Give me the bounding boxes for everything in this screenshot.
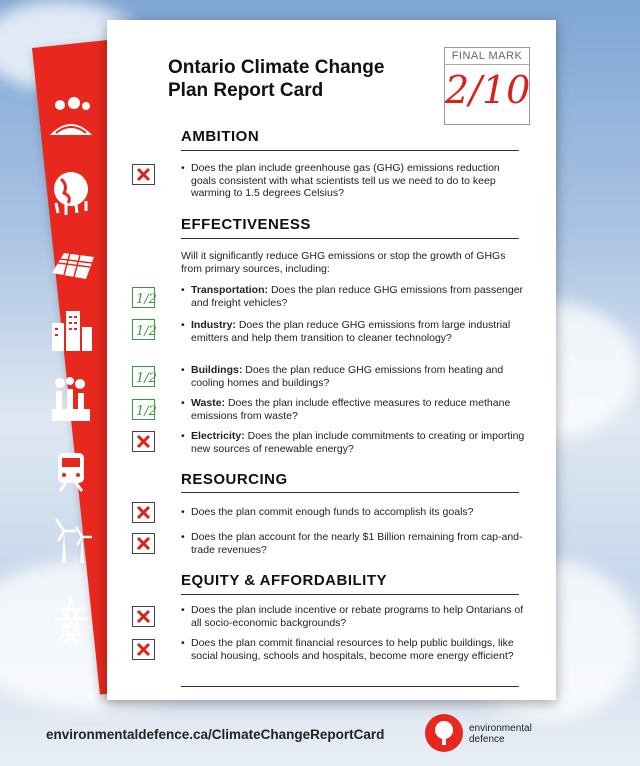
title-line-1: Ontario Climate Change — [168, 57, 385, 78]
criterion-text: Does the plan include greenhouse gas (GHG) emissions reduction goals consistent with what scientists tell us we need to do to keep warming to 1.5 degrees Celsius? — [191, 162, 500, 199]
grade-half-box — [132, 319, 155, 340]
logo-line-2: defence — [469, 734, 505, 745]
criterion-text: Does the plan reduce GHG emissions from large industrial emitters and help them transition to cleaner technology? — [191, 319, 511, 344]
criterion-text: Does the plan commit financial resources to help public buildings, like social housing, schools and hospitals, become more energy efficient? — [191, 637, 514, 662]
grade-x-box — [132, 533, 155, 554]
criterion-text: Does the plan account for the nearly $1 Billion remaining from cap-and-trade revenues? — [191, 531, 523, 556]
criterion-text: Does the plan commit enough funds to accomplish its goals? — [191, 506, 474, 518]
svg-text:1/2: 1/2 — [136, 371, 157, 386]
svg-text:1/2: 1/2 — [136, 292, 157, 307]
globe-icon — [46, 167, 96, 217]
criterion-text: Does the plan include effective measures to reduce methane emissions from waste? — [191, 397, 511, 422]
criterion-item: • Does the plan commit enough funds to accomplish its goals? — [181, 506, 526, 519]
criterion-text: Does the plan reduce GHG emissions from passenger and freight vehicles? — [191, 284, 524, 309]
train-icon — [46, 445, 96, 495]
power-pylon-icon — [46, 595, 96, 645]
criterion-label: Electricity: — [191, 430, 245, 442]
section-divider — [181, 238, 519, 239]
criterion-item: • Waste: Does the plan include effective measures to reduce methane emissions from waste? — [181, 397, 511, 422]
criterion-item: • Does the plan commit financial resources to help public buildings, like social housing, schools and hospitals, become more energy efficient? — [181, 637, 526, 662]
criterion-text: Does the plan include commitments to creating or importing new sources of renewable energy? — [191, 430, 525, 455]
grade-x-box — [132, 606, 155, 627]
section-heading-equity: EQUITY & AFFORDABILITY — [181, 572, 387, 589]
report-card-paper — [107, 20, 556, 700]
grade-x-box — [132, 164, 155, 185]
solar-panel-icon — [46, 235, 96, 285]
grade-half-box — [132, 399, 155, 420]
wind-turbine-icon — [46, 515, 96, 565]
grade-x-box — [132, 431, 155, 452]
logo-wordmark — [469, 723, 532, 745]
svg-text:1/2: 1/2 — [136, 404, 157, 419]
city-buildings-icon — [46, 305, 96, 355]
grade-half-box — [132, 287, 155, 308]
bottom-divider — [181, 686, 519, 687]
criterion-item: • Buildings: Does the plan reduce GHG emissions from heating and cooling homes and buildings? — [181, 364, 504, 389]
footer-url-link[interactable]: environmentaldefence.ca/ClimateChangeReportCard — [46, 727, 385, 742]
grade-x-box — [132, 502, 155, 523]
criterion-text: Does the plan reduce GHG emissions from heating and cooling homes and buildings? — [191, 364, 504, 389]
environmental-defence-logo — [425, 714, 463, 752]
final-mark-box — [444, 47, 530, 125]
grade-half-box — [132, 366, 155, 387]
section-intro: Will it significantly reduce GHG emissions or stop the growth of GHGs from primary sources, including: — [181, 250, 506, 275]
section-heading-ambition: AMBITION — [181, 128, 260, 145]
grade-x-box — [132, 639, 155, 660]
farm-icon — [46, 95, 96, 145]
criterion-item: • Does the plan account for the nearly $1 Billion remaining from cap-and-trade revenues? — [181, 531, 526, 556]
tree-icon — [425, 714, 463, 752]
criterion-text: Does the plan include incentive or rebate programs to help Ontarians of all socio-economic backgrounds? — [191, 604, 524, 629]
section-heading-effectiveness: EFFECTIVENESS — [181, 216, 311, 233]
factory-icon — [46, 375, 96, 425]
title-line-2: Plan Report Card — [168, 80, 324, 101]
criterion-item: • Transportation: Does the plan reduce GHG emissions from passenger and freight vehicles? — [181, 284, 524, 309]
criterion-item: • Electricity: Does the plan include commitments to creating or importing new sources of renewable energy? — [181, 430, 525, 455]
criterion-item: • Industry: Does the plan reduce GHG emissions from large industrial emitters and help them transition to cleaner technology? — [181, 319, 511, 344]
criterion-label: Waste: — [191, 397, 226, 409]
section-divider — [181, 492, 519, 493]
svg-text:1/2: 1/2 — [136, 324, 157, 339]
page-title — [168, 56, 448, 102]
criterion-item: • Does the plan include incentive or rebate programs to help Ontarians of all socio-economic backgrounds? — [181, 604, 526, 629]
final-mark-value: 2/10 — [445, 68, 531, 112]
criterion-label: Transportation: — [191, 284, 269, 296]
criterion-item: • Does the plan include greenhouse gas (GHG) emissions reduction goals consistent with what scientists tell us we need to do to keep warming to 1.5 degrees Celsius? — [181, 162, 526, 200]
criterion-label: Industry: — [191, 319, 236, 331]
section-divider — [181, 150, 519, 151]
section-divider — [181, 594, 519, 595]
logo-line-1: environmental — [469, 723, 532, 734]
criterion-label: Buildings: — [191, 364, 243, 376]
final-mark-label: FINAL MARK — [445, 50, 529, 65]
section-heading-resourcing: RESOURCING — [181, 471, 288, 488]
